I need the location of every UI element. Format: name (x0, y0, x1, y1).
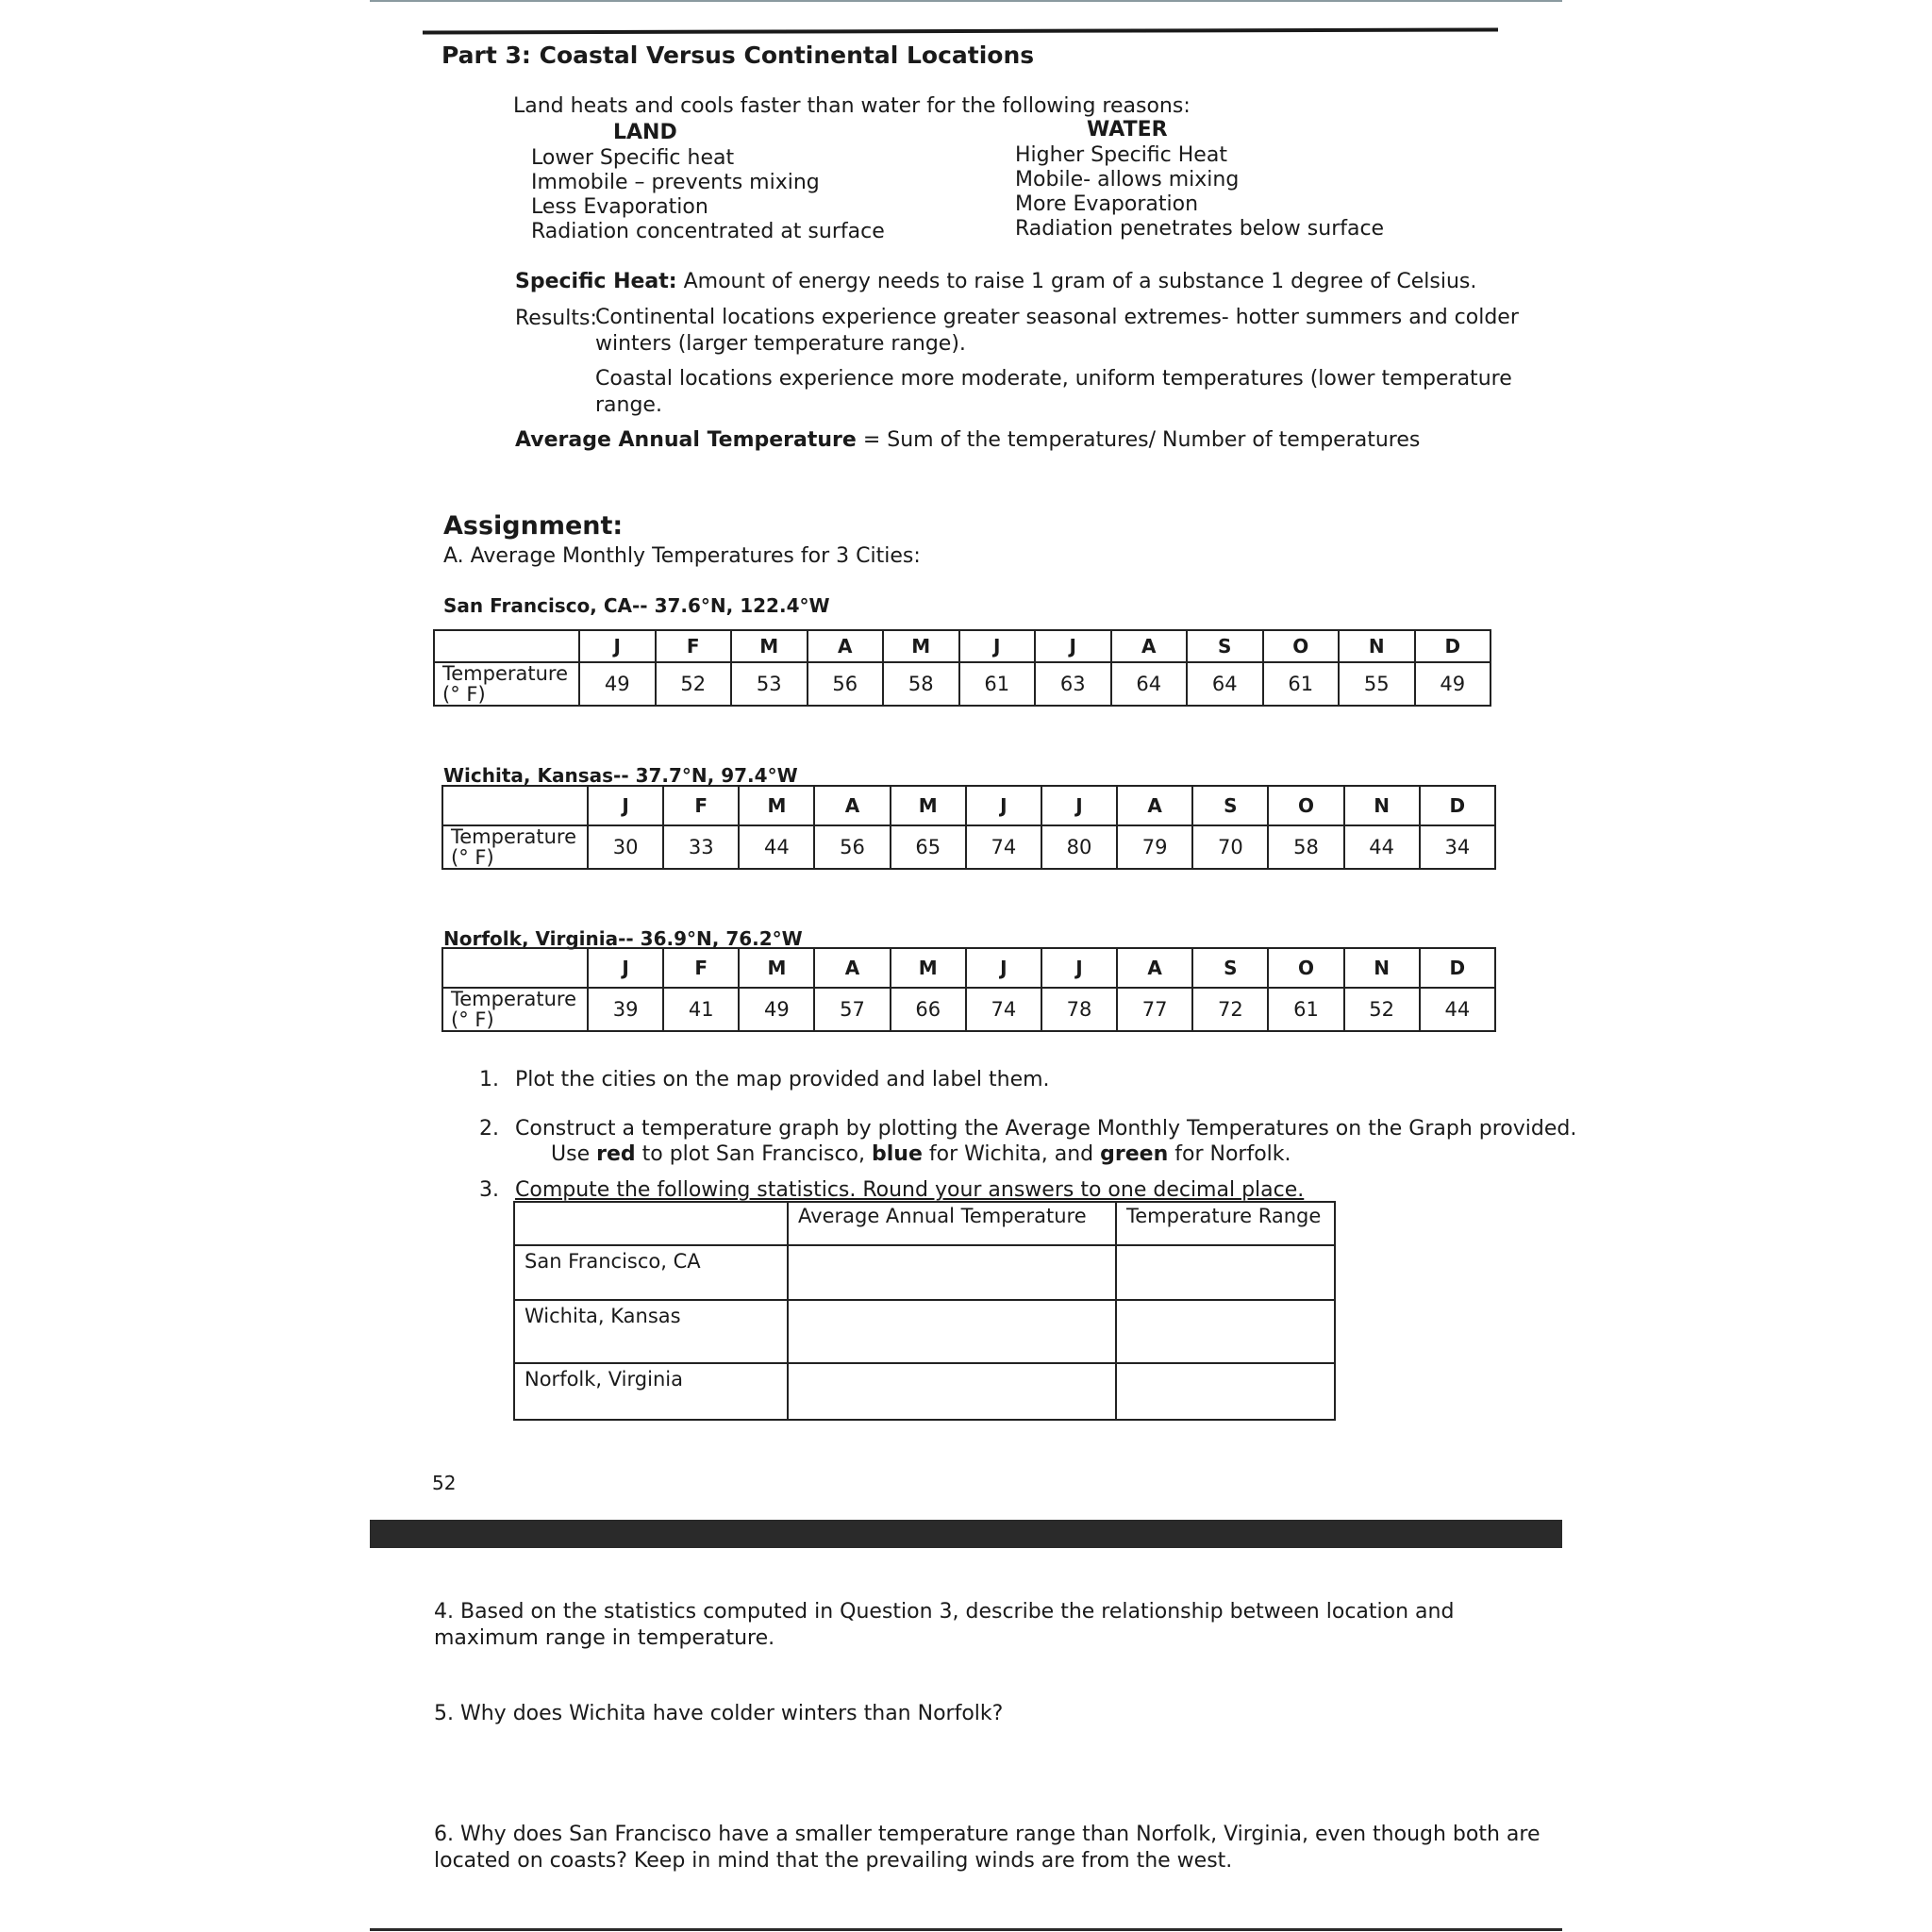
water-heading: WATER (1087, 118, 1168, 142)
results-line: range. (595, 393, 662, 417)
temp-cell: 58 (883, 662, 959, 706)
water-item: Mobile- allows mixing (1015, 168, 1240, 192)
temp-cell: 55 (1339, 662, 1415, 706)
month-header: M (883, 630, 959, 662)
top-rule (370, 0, 1562, 2)
temp-cell: 44 (739, 825, 814, 869)
color-word-green: green (1100, 1142, 1169, 1166)
stats-row (514, 1245, 1335, 1300)
month-header: S (1187, 630, 1263, 662)
temp-cell: 52 (656, 662, 732, 706)
temp-cell: 33 (663, 825, 739, 869)
temp-cell: 74 (966, 825, 1041, 869)
corner-cell (442, 948, 588, 988)
corner-cell (434, 630, 579, 662)
stats-row-label: Wichita, Kansas (514, 1300, 788, 1363)
month-header: J (1041, 948, 1117, 988)
temp-cell: 79 (1117, 825, 1192, 869)
temp-cell: 49 (739, 988, 814, 1031)
temp-cell: 61 (959, 662, 1036, 706)
month-header: J (1035, 630, 1111, 662)
temp-cell: 44 (1420, 988, 1495, 1031)
statistics-table (513, 1201, 1336, 1421)
intro-text: Land heats and cools faster than water for the following reasons: (513, 94, 1191, 118)
temp-cell: 52 (1344, 988, 1420, 1031)
stats-row-label: Norfolk, Virginia (514, 1363, 788, 1420)
q4-text (434, 1599, 1454, 1652)
temp-cell: 70 (1192, 825, 1268, 869)
row-label-unit: (° F) (451, 846, 494, 869)
average-term: Average Annual Temperature (515, 428, 857, 452)
row-label-unit: (° F) (451, 1008, 494, 1031)
month-header: A (814, 948, 890, 988)
land-item: Less Evaporation (531, 195, 708, 219)
month-header: J (1041, 786, 1117, 825)
stats-col-range-header: Temperature Range (1116, 1202, 1335, 1245)
temp-cell: 58 (1268, 825, 1343, 869)
temp-cell: 65 (891, 825, 966, 869)
month-header: A (1117, 786, 1192, 825)
q2-text-part: for Wichita, and (928, 1142, 1094, 1166)
month-header: N (1344, 786, 1420, 825)
temp-table-san-francisco (433, 629, 1491, 707)
q6-line: located on coasts? Keep in mind that the prevailing winds are from the west. (434, 1849, 1233, 1873)
month-header: F (663, 786, 739, 825)
temp-cell: 49 (579, 662, 656, 706)
temp-cell: 56 (814, 825, 890, 869)
stats-answer-cell[interactable] (788, 1300, 1116, 1363)
month-header: D (1420, 786, 1495, 825)
temp-cell: 41 (663, 988, 739, 1031)
q3-number: 3. (479, 1178, 499, 1202)
temp-cell: 53 (731, 662, 808, 706)
stats-col-avg-header: Average Annual Temperature (788, 1202, 1116, 1245)
city-title-wichita: Wichita, Kansas-- 37.7°N, 97.4°W (443, 764, 798, 787)
month-header-row (434, 630, 1491, 662)
water-item: Radiation penetrates below surface (1015, 217, 1385, 241)
part-title: Part 3: Coastal Versus Continental Locations (441, 42, 1035, 69)
month-header: S (1192, 786, 1268, 825)
row-label-unit: (° F) (442, 683, 486, 706)
average-formula (515, 428, 1420, 452)
q4-line: maximum range in temperature. (434, 1626, 775, 1650)
month-header: J (588, 786, 663, 825)
color-word-blue: blue (872, 1142, 923, 1166)
month-header: J (588, 948, 663, 988)
page-number: 52 (432, 1472, 457, 1494)
month-header: M (891, 948, 966, 988)
results-coastal (595, 366, 1512, 419)
temp-cell: 61 (1268, 988, 1343, 1031)
temp-cell: 39 (588, 988, 663, 1031)
temp-cell: 56 (808, 662, 884, 706)
specific-heat-line (515, 270, 1476, 293)
color-word-red: red (596, 1142, 636, 1166)
temp-cell: 64 (1187, 662, 1263, 706)
month-header: A (1111, 630, 1188, 662)
temperature-row (442, 825, 1495, 869)
q5-text: 5. Why does Wichita have colder winters than Norfolk? (434, 1702, 1004, 1725)
month-header-row (442, 786, 1495, 825)
average-definition: = Sum of the temperatures/ Number of temperatures (862, 428, 1421, 452)
land-item: Lower Specific heat (531, 146, 735, 170)
q2-text-part: for Norfolk. (1174, 1142, 1291, 1166)
month-header: S (1192, 948, 1268, 988)
row-label-line: Temperature (451, 988, 577, 1010)
temp-cell: 74 (966, 988, 1041, 1031)
q6-text (434, 1822, 1541, 1874)
temp-cell: 44 (1344, 825, 1420, 869)
temp-cell: 72 (1192, 988, 1268, 1031)
specific-heat-definition: Amount of energy needs to raise 1 gram of a substance 1 degree of Celsius. (683, 270, 1477, 293)
row-label (442, 825, 588, 869)
q2-text-part: Use (551, 1142, 591, 1166)
land-item: Radiation concentrated at surface (531, 220, 885, 243)
city-title-norfolk: Norfolk, Virginia-- 36.9°N, 76.2°W (443, 927, 803, 950)
q2-text: Construct a temperature graph by plotting the Average Monthly Temperatures on the Graph provided. (515, 1117, 1577, 1141)
month-header: J (966, 948, 1041, 988)
land-heading: LAND (613, 121, 677, 144)
section-rule (423, 28, 1498, 35)
month-header: J (966, 786, 1041, 825)
temp-cell: 34 (1420, 825, 1495, 869)
temp-cell: 61 (1263, 662, 1340, 706)
month-header: N (1344, 948, 1420, 988)
temp-cell: 57 (814, 988, 890, 1031)
results-line: winters (larger temperature range). (595, 332, 966, 356)
q2-color-instructions (551, 1142, 1291, 1166)
q6-line: 6. Why does San Francisco have a smaller temperature range than Norfolk, Virginia, even though both are (434, 1823, 1541, 1846)
stats-header-row (514, 1202, 1335, 1245)
assignment-heading: Assignment: (443, 511, 624, 541)
stats-row (514, 1300, 1335, 1363)
stats-row-label: San Francisco, CA (514, 1245, 788, 1300)
temp-cell: 77 (1117, 988, 1192, 1031)
land-item: Immobile – prevents mixing (531, 171, 820, 194)
month-header: O (1268, 948, 1343, 988)
corner-cell (442, 786, 588, 825)
month-header: M (891, 786, 966, 825)
temperature-row (434, 662, 1491, 706)
q2-text-part: to plot San Francisco, (641, 1142, 866, 1166)
month-header: J (579, 630, 656, 662)
stats-answer-cell[interactable] (788, 1363, 1116, 1420)
month-header: A (1117, 948, 1192, 988)
month-header: M (739, 948, 814, 988)
month-header: A (808, 630, 884, 662)
results-continental (595, 305, 1519, 358)
q4-line: 4. Based on the statistics computed in Question 3, describe the relationship between location and (434, 1600, 1455, 1624)
row-label (434, 662, 579, 706)
month-header: N (1339, 630, 1415, 662)
stats-corner-cell (514, 1202, 788, 1245)
month-header: M (739, 786, 814, 825)
month-header: D (1420, 948, 1495, 988)
land-list (531, 146, 885, 244)
water-item: More Evaporation (1015, 192, 1199, 216)
results-line: Continental locations experience greater seasonal extremes- hotter summers and colder (595, 306, 1519, 329)
stats-answer-cell[interactable] (1116, 1245, 1335, 1300)
month-header: D (1415, 630, 1491, 662)
results-label: Results: (515, 307, 597, 330)
stats-answer-cell[interactable] (788, 1245, 1116, 1300)
q1-text: Plot the cities on the map provided and label them. (515, 1068, 1050, 1091)
water-item: Higher Specific Heat (1015, 143, 1227, 167)
month-header: F (663, 948, 739, 988)
month-header: F (656, 630, 732, 662)
month-header-row (442, 948, 1495, 988)
month-header: A (814, 786, 890, 825)
stats-row (514, 1363, 1335, 1420)
temperature-row (442, 988, 1495, 1031)
page-divider-band (370, 1520, 1562, 1548)
temp-cell: 66 (891, 988, 966, 1031)
specific-heat-term: Specific Heat: (515, 270, 677, 293)
results-line: Coastal locations experience more moderate, uniform temperatures (lower temperature (595, 367, 1512, 391)
q3-text: Compute the following statistics. Round your answers to one decimal place. (515, 1178, 1305, 1202)
temp-cell: 78 (1041, 988, 1117, 1031)
row-label-line: Temperature (442, 662, 569, 685)
month-header: O (1268, 786, 1343, 825)
water-list (1015, 143, 1384, 242)
temp-cell: 80 (1041, 825, 1117, 869)
city-title-san-francisco: San Francisco, CA-- 37.6°N, 122.4°W (443, 594, 830, 617)
month-header: O (1263, 630, 1340, 662)
row-label-line: Temperature (451, 825, 577, 848)
temp-cell: 49 (1415, 662, 1491, 706)
q2-number: 2. (479, 1117, 499, 1141)
stats-answer-cell[interactable] (1116, 1300, 1335, 1363)
q1-number: 1. (479, 1068, 499, 1091)
row-label (442, 988, 588, 1031)
temp-cell: 63 (1035, 662, 1111, 706)
month-header: M (731, 630, 808, 662)
stats-answer-cell[interactable] (1116, 1363, 1335, 1420)
assignment-subheading: A. Average Monthly Temperatures for 3 Cities: (443, 544, 921, 568)
temp-table-wichita (441, 785, 1496, 870)
month-header: J (959, 630, 1036, 662)
bottom-rule (370, 1928, 1562, 1931)
temp-cell: 64 (1111, 662, 1188, 706)
temp-cell: 30 (588, 825, 663, 869)
temp-table-norfolk (441, 947, 1496, 1032)
